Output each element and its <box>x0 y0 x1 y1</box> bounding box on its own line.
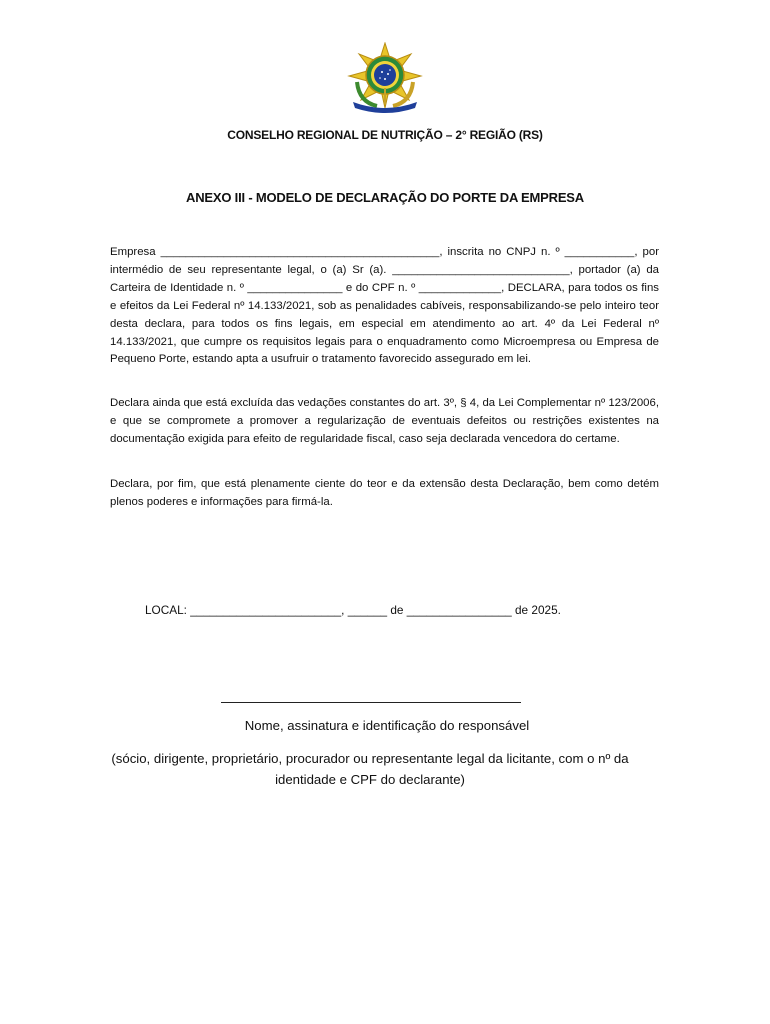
declaration-paragraph-2: Declara ainda que está excluída das vedações constantes do art. 3º, § 4, da Lei Complementar nº 123/2006, e que se compromete a promover a regularização de eventuais defeitos ou restrições existentes na documentação exigida para efeito de regularidade fiscal, caso seja declarada vencedora do certame. <box>110 397 659 445</box>
declaration-paragraph-1: Empresa ____________________________________________, inscrita no CNPJ n. º ___________, por intermédio de seu representante legal, o (a) Sr (a). ____________________________, portador (a) da Carteira de Identidade n. º _______________ e do CPF n. º _____________, DECLARA, para todos os fins e efeitos da Lei Federal nº 14.133/2021, sob as penalidades cabíveis, responsabilizando-se pelo inteiro teor desta declara, para todos os fins legais, em especial em atendimento ao art. 4º da Lei Federal nº 14.133/2021, que cumpre os requisitos legais para o enquadramento como Microempresa ou Empresa de Pequeno Porte, estando apta a usufruir o tratamento favorecido assegurado em lei. <box>110 246 659 366</box>
signature-line <box>221 702 521 703</box>
signature-caption: Nome, assinatura e identificação do responsável <box>244 718 530 733</box>
brazil-coat-of-arms-icon <box>347 42 423 114</box>
local-date-line: LOCAL: _______________________, ______ de ________________ de 2025. <box>145 603 561 617</box>
signature-subcaption: (sócio, dirigente, proprietário, procurador ou representante legal da licitante, com o nº da identidade e CPF do declarante) <box>111 751 629 787</box>
annex-title: ANEXO III - MODELO DE DECLARAÇÃO DO PORTE DA EMPRESA <box>186 190 584 205</box>
organization-name: CONSELHO REGIONAL DE NUTRIÇÃO – 2° REGIÃO (RS) <box>227 128 543 142</box>
declaration-paragraph-3: Declara, por fim, que está plenamente ciente do teor e da extensão desta Declaração, bem como detém plenos poderes e informações para firmá-la. <box>110 478 659 508</box>
